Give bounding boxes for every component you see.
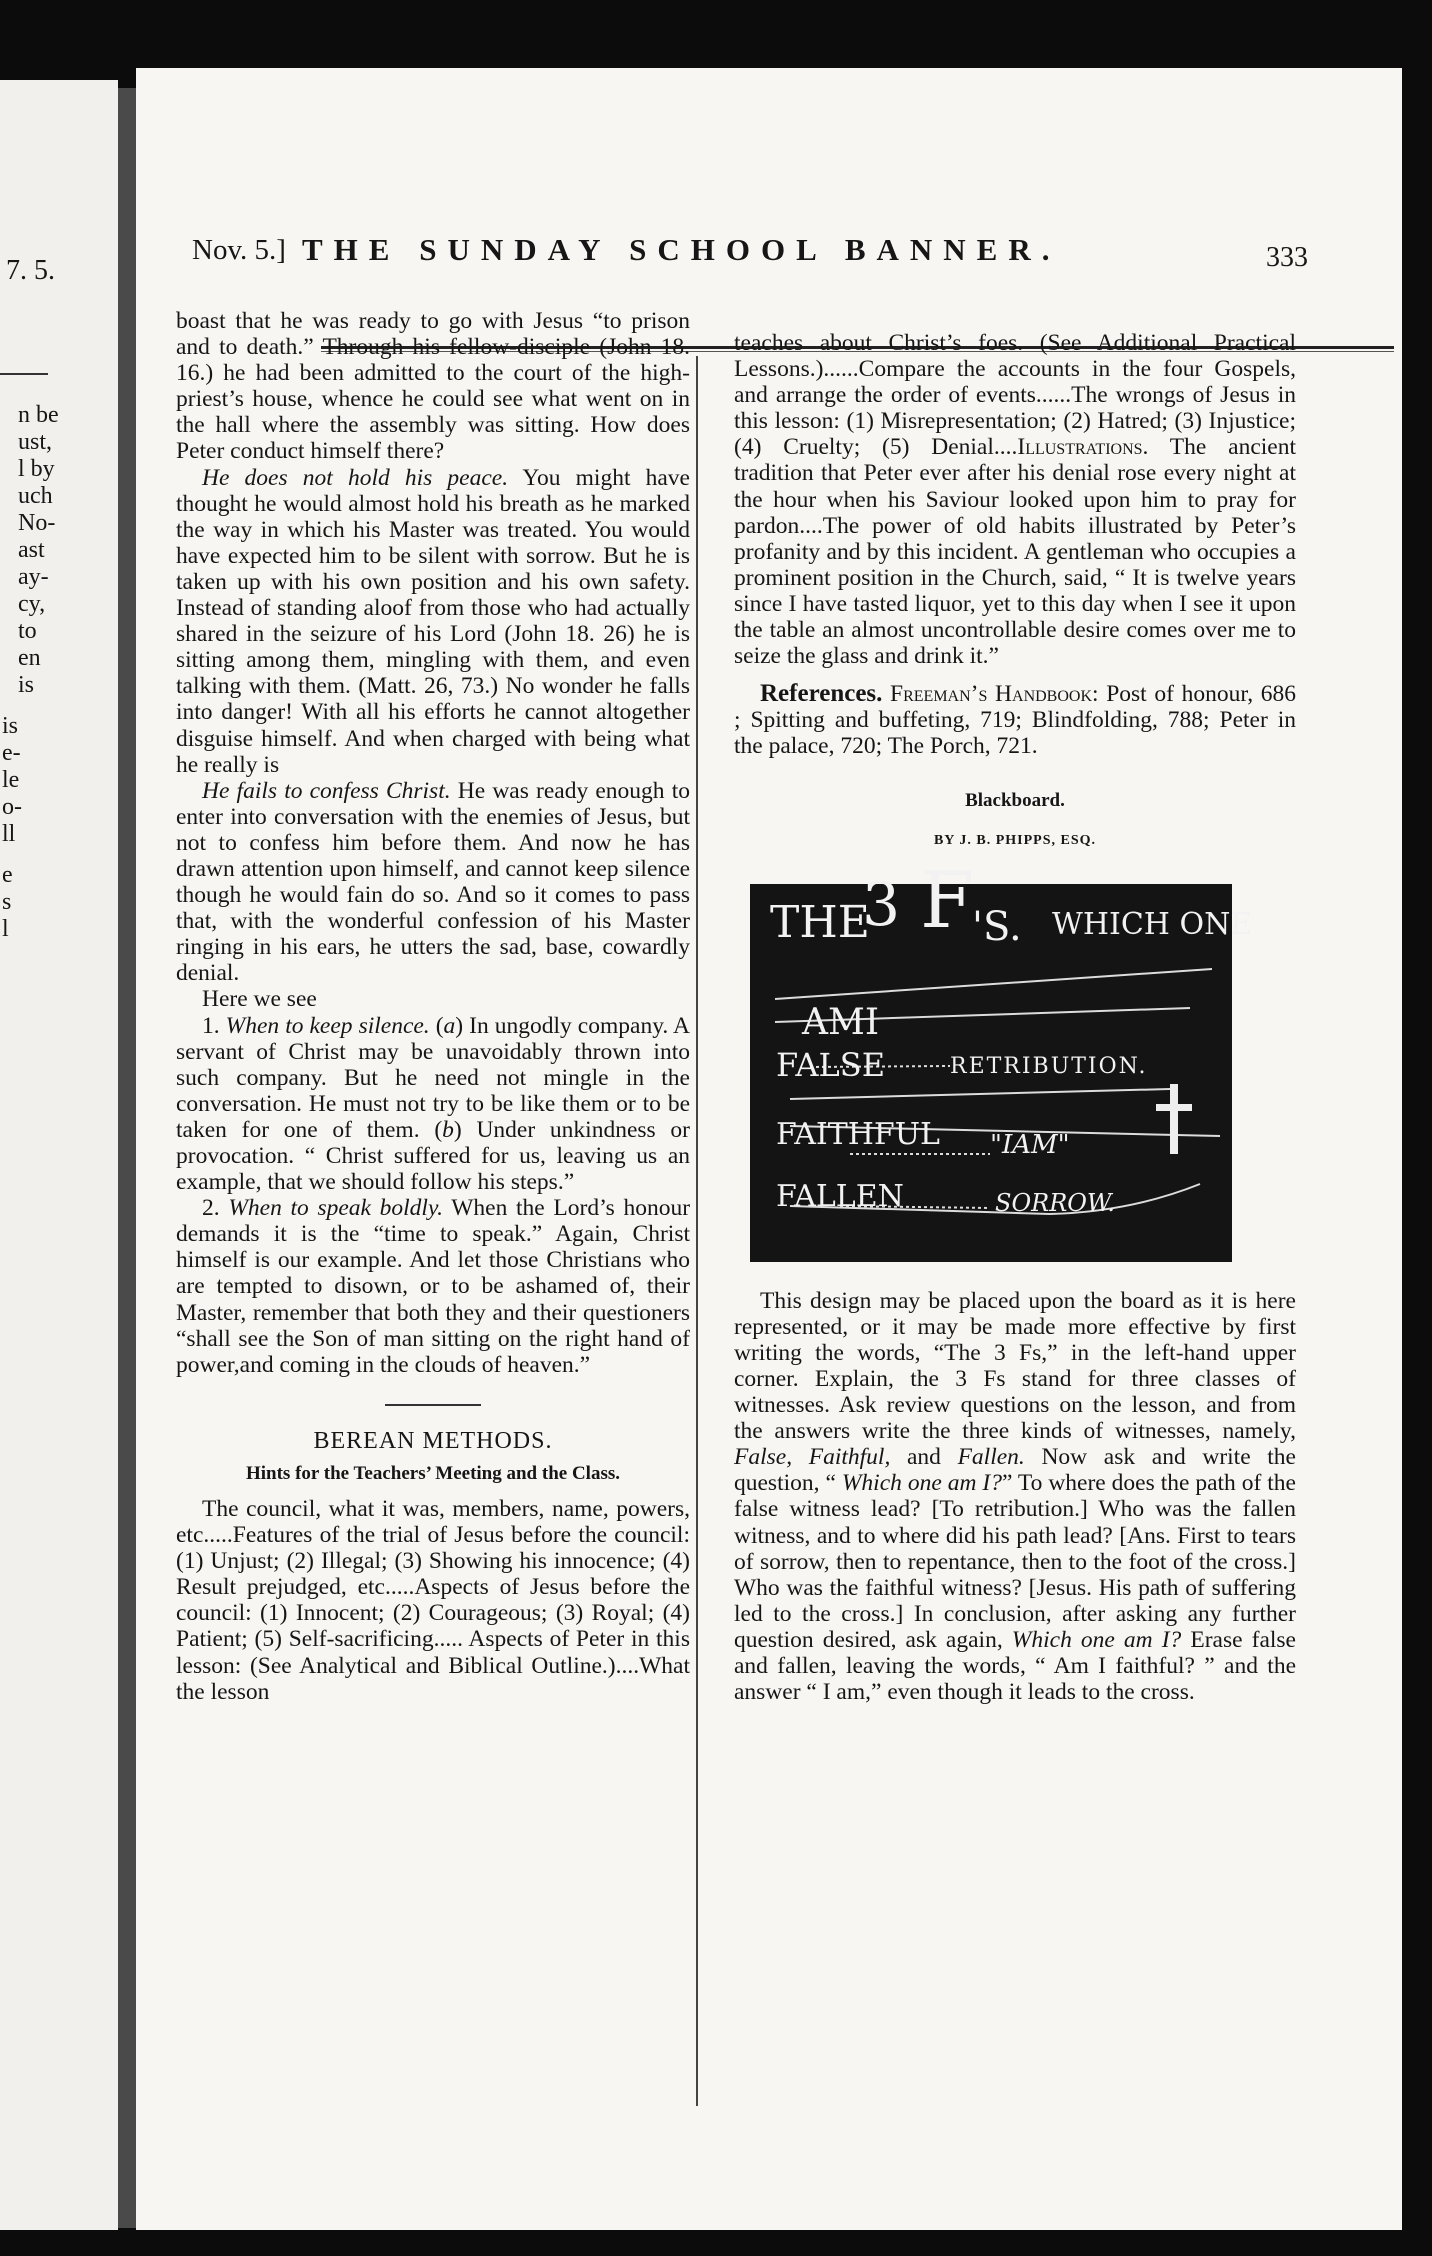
paragraph: The council, what it was, members, name, powers, etc.....Features of the trial of Jesus before the council: (1) Unjust; (2) Illegal; (3) Showing his innocence; (4) Result prejudged, etc.....Aspects of Jesus before the council: (1) Innocent; (2) Courageous; (3) Royal; (4) Patient; (5) Self-sacrificing..... Aspects of Peter in this lesson: (See Analytical and Biblical Outline.)....What the lesson [176, 1495, 690, 1705]
bb-title-s: 'S. [972, 903, 1022, 950]
column-right [734, 330, 1296, 1705]
bb-faithful: FAITHFUL [776, 1116, 940, 1152]
paragraph-text: The ancient tradition that Peter ever after his denial rose every night at the hour when his Saviour looked upon him to pray for pardon....The power of old habits illustrated by Peter’s profanity and by this incident. A gentleman who occupies a prominent position in the Church, said, “ It is twelve years since I have tasted liquor, yet to this day when I see it upon the table an almost uncontrollable desire comes over me to seize the glass and drink it.” [734, 434, 1296, 670]
paragraph-text: ) In ungodly company. A servant of Christ may be unavoidably thrown into such company. But he need not mingle in the conversation. He must not try to be like them or to be taken for one of them. ( [176, 1012, 691, 1143]
emphasis: Which one am I? [841, 1470, 1002, 1497]
paragraph [734, 1288, 1296, 1706]
paragraph [176, 465, 690, 778]
bb-false: FALSE [776, 1045, 886, 1084]
left-page-strip [0, 80, 118, 2230]
emphasis: He fails to confess Christ. [202, 777, 451, 804]
blackboard-heading: Blackboard. [965, 789, 1065, 811]
left-page-fragment: No- [18, 510, 56, 536]
left-page-fragment: uch [18, 483, 53, 509]
left-page-fragment: l by [18, 456, 55, 482]
paragraph-text: ) Under unkindness or provocation. “ Christ suffered for us, leaving us an example, that we should follow his steps.” [176, 1116, 690, 1196]
bb-sorrow: SORROW. [995, 1188, 1116, 1217]
column-divider [696, 356, 698, 2106]
header-title: THE SUNDAY SCHOOL BANNER. [302, 232, 1061, 267]
bb-fallen: FALLEN [776, 1178, 904, 1214]
references-paragraph [734, 681, 1296, 759]
paragraph-text: teaches about Christ’s foes. (See Additional Practical Lessons.)......Compare the accounts in the four Gospels, and arrange the order of events......The wrongs of Jesus in this lesson: (1) Misrepresentation; (2) Hatred; (3) Injustice; (4) Cruelty; (5) Denial.... [734, 330, 1296, 461]
left-page-header-fragment: 7. 5. [6, 255, 55, 286]
left-page-fragment: cy, [18, 591, 46, 617]
bb-title-num: 3 [862, 869, 901, 940]
paragraph-text: You might have thought he would almost hold his breath as he marked the way in which his Master was treated. You would have expected him to be silent with sorrow. But he is taken up with his own position and his own safety. Instead of standing aloof from those who had actually shared in the seizure of his Lord (John 18. 26) he is sitting among them, mingling with them, and even talking with them. (Matt. 26, 73.) No wonder he falls into danger! With all his efforts he cannot altogether disguise himself. And when charged with being what he really is [176, 464, 690, 778]
bb-title-question: WHICH ONE [1052, 906, 1253, 942]
emphasis: Fallen. [957, 1444, 1025, 1471]
bb-retribution: RETRIBUTION. [950, 1053, 1148, 1079]
bb-i-am: "IAM" [990, 1129, 1070, 1160]
small-caps-label: Freeman’s Handbook [890, 681, 1093, 708]
paragraph-text: Now ask and write the question, “ [734, 1444, 1296, 1497]
emphasis: b [442, 1116, 454, 1143]
left-page-fragment: ll [2, 821, 16, 847]
references-heading: References. [760, 680, 883, 708]
running-header [192, 226, 1308, 273]
paragraph-text: : Post of honour, 686 ; Spitting and buffeting, 719; Blindfolding, 788; Peter in the palace, 720; The Porch, 721. [734, 681, 1297, 760]
left-page-fragment: ust, [18, 429, 53, 455]
paragraph: Here we see [202, 986, 317, 1013]
blackboard-illustration [750, 855, 1253, 1262]
left-page-fragment: is [18, 672, 35, 698]
left-page-fragment: l [2, 916, 9, 942]
emphasis: Which one am I? [1011, 1626, 1182, 1653]
emphasis: He does not hold his peace. [202, 464, 509, 491]
page-number: 333 [1266, 242, 1308, 273]
emphasis: When to keep silence. [225, 1012, 430, 1039]
left-page-rule [0, 373, 48, 375]
list-number: 1. [202, 1012, 226, 1039]
column-left [176, 308, 690, 1705]
paragraph: boast that he was ready to go with Jesus “to prison and to death.” Through his fellow-disciple (John 18. 16.) he had been admitted to the court of the high-priest’s house, whence he could see what went on in the hall where the assembly was sitting. How does Peter conduct himself there? [176, 308, 690, 465]
page [136, 68, 1402, 2230]
book-spine [118, 88, 136, 2228]
paragraph [176, 1013, 690, 1196]
paragraph [734, 330, 1296, 669]
top-mark [632, 68, 692, 104]
paragraph [176, 778, 690, 987]
paragraph-text: Erase false and fallen, leaving the words, “ Am I faithful? ” and the answer “ I am,” even though it leads to the cross. [734, 1626, 1296, 1706]
list-number: 2. [202, 1195, 229, 1222]
left-page-fragment: n be [18, 402, 59, 428]
bb-title-pre: THE [770, 896, 870, 948]
emphasis: a [443, 1012, 456, 1039]
cross-icon [1156, 1084, 1192, 1154]
paragraph-text: When the Lord’s honour demands it is the “time to speak.” Again, Christ himself is our example. And let those Christians who are tempted to disown, or to be ashamed of, their Master, remember that both they and their questioners “shall see the Son of man sitting on the right hand of power,and coming in the clouds of heaven.” [176, 1195, 691, 1378]
left-page-fragment: le [2, 767, 20, 793]
left-page-fragment: en [18, 645, 41, 671]
emphasis: False, Faithful, [734, 1444, 891, 1471]
blackboard-byline: BY J. B. PHIPPS, ESQ. [933, 832, 1097, 848]
small-caps-label: Illustrations. [1017, 434, 1149, 461]
left-page-fragment: e- [2, 740, 21, 766]
left-page-fragment: to [18, 618, 37, 644]
paragraph-text: ” To where does the path of the false witness lead? [To retribution.] Who was the fallen witness, and to where did his path lead? [Ans. First to tears of sorrow, then to repentance, then to the foot of the cross.] Who was the faithful witness? [Jesus. His path of suffering led to the cross.] In conclusion, after asking any further question desired, ask again, [734, 1470, 1296, 1653]
left-page-fragment: ay- [18, 564, 49, 590]
header-date: Nov. 5.] [192, 234, 286, 266]
section-subtitle: Hints for the Teachers’ Meeting and the Class. [245, 1462, 620, 1484]
bb-am-i: AMI [802, 1001, 880, 1043]
bb-title-f: F [920, 855, 975, 946]
left-page-fragment: o- [2, 794, 22, 820]
section-rule [385, 1404, 481, 1406]
paragraph-text: and [890, 1444, 958, 1471]
left-page-fragment: is [2, 713, 19, 739]
paragraph-text: This design may be placed upon the board as it is here represented, or it may be made more effective by first writing the words, “The 3 Fs,” in the left-hand upper corner. Explain, the 3 Fs stand for three classes of witnesses. Ask review questions on the lesson, and from the answers write the three kinds of witnesses, namely, [734, 1287, 1296, 1445]
paragraph [176, 1195, 690, 1378]
left-page-fragment: s [2, 889, 12, 915]
section-title: BEREAN METHODS. [313, 1427, 553, 1454]
left-page-fragment: ast [18, 537, 45, 563]
paragraph-text: ( [429, 1012, 444, 1039]
emphasis: When to speak boldly. [228, 1195, 443, 1222]
left-page-fragment: e [2, 862, 13, 888]
paragraph-text: He was ready enough to enter into conversation with the enemies of Jesus, but not to confess him before them. And now he has drawn attention upon himself, and cannot keep silence though he would fain do so. And so it comes to pass that, with the wonderful confession of his Master ringing in his ears, he utters the sad, base, cowardly denial. [176, 777, 690, 987]
